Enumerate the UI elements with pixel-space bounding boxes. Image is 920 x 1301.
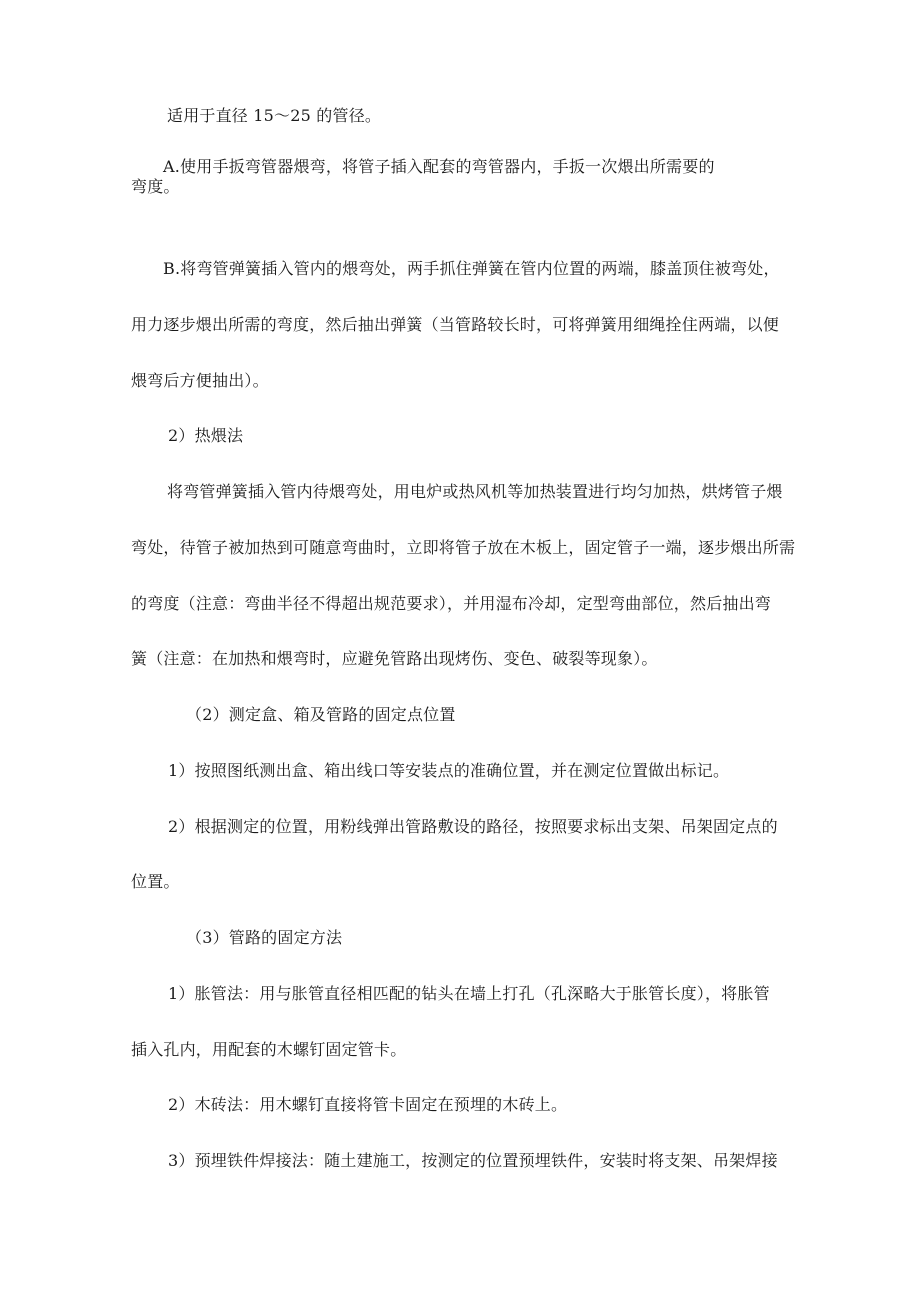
text-line: 2）根据测定的位置，用粉线弹出管路敷设的路径，按照要求标出支架、吊架固定点的 (168, 817, 778, 836)
text-line: 簧（注意：在加热和煨弯时，应避免管路出现烤伤、变色、破裂等现象）。 (131, 649, 658, 668)
text-line: B.将弯管弹簧插入管内的煨弯处，两手抓住弹簧在管内位置的两端，膝盖顶住被弯处， (163, 259, 780, 278)
text-line: 煨弯后方便抽出）。 (131, 371, 269, 390)
text-line: 用力逐步煨出所需的弯度，然后抽出弹簧（当管路较长时，可将弹簧用细绳拴住两端，以便 (131, 315, 780, 334)
section-heading: 2）热煨法 (168, 426, 244, 445)
text-line: 弯处，待管子被加热到可随意弯曲时，立即将管子放在木板上，固定管子一端，逐步煨出所需 (131, 538, 796, 557)
text-line: A.使用手扳弯管器煨弯，将管子插入配套的弯管器内，手扳一次煨出所需要的 (163, 157, 715, 176)
text-line: 插入孔内，用配套的木螺钉固定管卡。 (131, 1040, 407, 1059)
text-line: 的弯度（注意：弯曲半径不得超出规范要求），并用湿布冷却，定型弯曲部位，然后抽出弯 (131, 594, 772, 613)
section-heading: （2）测定盒、箱及管路的固定点位置 (186, 705, 456, 724)
text-line: 适用于直径 15～25 的管径。 (167, 106, 382, 125)
text-line: 3）预埋铁件焊接法：随土建施工，按测定的位置预埋铁件，安装时将支架、吊架焊接 (168, 1151, 778, 1170)
text-line: 2）木砖法：用木螺钉直接将管卡固定在预埋的木砖上。 (168, 1095, 568, 1114)
text-line: 1）胀管法：用与胀管直径相匹配的钻头在墙上打孔（孔深略大于胀管长度），将胀管 (168, 984, 770, 1003)
text-line: 位置。 (131, 872, 180, 891)
text-line: 将弯管弹簧插入管内待煨弯处，用电炉或热风机等加热装置进行均匀加热，烘烤管子煨 (167, 482, 783, 501)
text-line: 弯度。 (131, 177, 180, 196)
text-line: 1）按照图纸测出盒、箱出线口等安装点的准确位置，并在测定位置做出标记。 (168, 761, 730, 780)
section-heading: （3）管路的固定方法 (186, 928, 343, 947)
